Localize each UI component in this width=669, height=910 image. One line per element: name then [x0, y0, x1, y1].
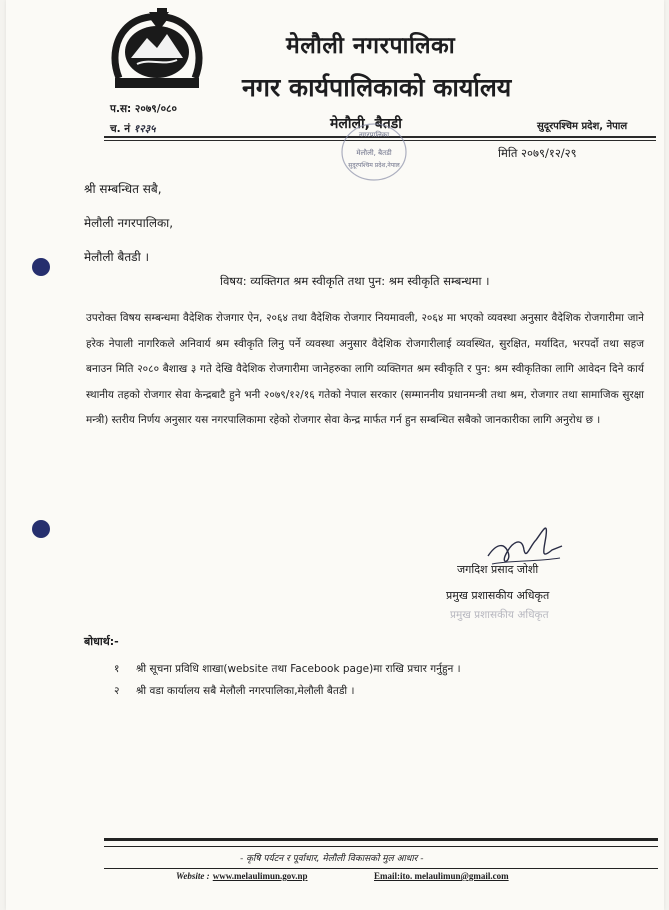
dispatch-number [110, 122, 156, 136]
signatory-title-stamp: प्रमुख प्रशासकीय अधिकृत [450, 609, 549, 621]
recipient-line-1: श्री सम्बन्धित सबै, [84, 182, 162, 196]
stamp-line-3: सुदूरपश्चिम प्रदेश,नेपाल [348, 162, 400, 169]
stamp-line-1: नगरपालिका [358, 131, 390, 139]
signatory-title: प्रमुख प्रशासकीय अधिकृत [446, 589, 550, 602]
cc-item-text: श्री सूचना प्रविधि शाखा(website तथा Facebook page)मा राखि प्रचार गर्नुहुन । [136, 663, 461, 675]
dispatch-value: १२३५ [133, 123, 156, 135]
footer-website [176, 871, 308, 882]
cc-item-number: १ [114, 663, 120, 675]
stamp-line-2: मेलौली, बैतडी [356, 149, 392, 157]
letter-date: मिति २०७९/१२/२९ [498, 146, 577, 160]
dispatch-label: च. नं [110, 123, 131, 135]
cc-item-number: २ [114, 685, 120, 697]
footer-rule [104, 846, 658, 847]
cc-item [114, 684, 354, 698]
recipient-line-3: मेलौली बैतडी । [84, 250, 150, 264]
letter-body: उपरोक्त विषय सम्बन्धमा वैदेशिक रोजगार ऐन, २०६४ तथा वैदेशिक रोजगार नियमावली, २०६४ मा भएको व्यवस्था अनुसार वैदेशिक रोजगारीमा जाने हरेक नेपाली नागरिकले अनिवार्य श्रम स्वीकृति लिनु पर्ने व्यवस्था अनुसार वैदेशिक रोजगारीलाई व्यवस्थित, सुरक्षित, मर्यादित, भरपर्दो तथा सहज बनाउन मिति २०८० बैशाख ३ गते देखि वैदेशिक रोजगारीमा जानेहरुका लागि व्यक्तिगत श्रम स्वीकृति र पुन: श्रम स्वीकृतिका लागि आवेदन दिने कार्य स्थानीय तहको रोजगार सेवा केन्द्रबाटै हुने भनी २०७९/१२/१६ गतेको नेपाल सरकार (सम्माननीय प्रधानमन्त्री तथा श्रम, रोजगार तथा सामाजिक सुरक्षा मन्त्री) स्तरीय निर्णय अनुसार यस नगरपालिकामा रहेको रोजगार सेवा केन्द्र मार्फत गर्न हुन सम्बन्धित सबैको जानकारीका लागि अनुरोध छ । [86, 312, 644, 426]
cc-item-text: श्री वडा कार्यालय सबै मेलौली नगरपालिका,मेलौली बैतडी । [136, 685, 355, 697]
nepal-emblem-icon [101, 8, 213, 98]
recipient-line-2: मेलौली नगरपालिका, [84, 216, 174, 230]
punch-hole [32, 258, 50, 276]
website-link[interactable]: www.melaulimun.gov.np [212, 871, 308, 881]
office-stamp [339, 121, 409, 183]
letter-sheet [6, 0, 664, 910]
cc-title: बोधार्थ:- [84, 635, 119, 648]
footer-slogan: - कृषि पर्यटन र पूर्वाधार, मेलौली विकासको मुल आधार - [240, 854, 424, 864]
punch-hole [32, 520, 50, 538]
fiscal-year: प.स: २०७९/०८० [110, 103, 177, 115]
website-label: Website : [176, 871, 210, 881]
office-province: सुदूरपश्चिम प्रदेश, नेपाल [537, 121, 628, 132]
footer-email[interactable]: Email:ito. melaulimun@gmail.com [374, 871, 509, 881]
cc-item [114, 662, 461, 676]
letter-subject: विषय: व्यक्तिगत श्रम स्वीकृति तथा पुन: श्रम स्वीकृति सम्बन्धमा । [220, 274, 490, 288]
footer-rule-lower [104, 868, 658, 869]
office-place: मेलौली, बैतडी [330, 116, 402, 132]
footer-rule-thick [104, 838, 658, 841]
signatory-name: जगदिश प्रसाद जोशी [457, 563, 539, 576]
municipality-title: मेलौली नगरपालिका [286, 33, 456, 59]
office-title: नगर कार्यपालिकाको कार्यालय [242, 73, 512, 102]
